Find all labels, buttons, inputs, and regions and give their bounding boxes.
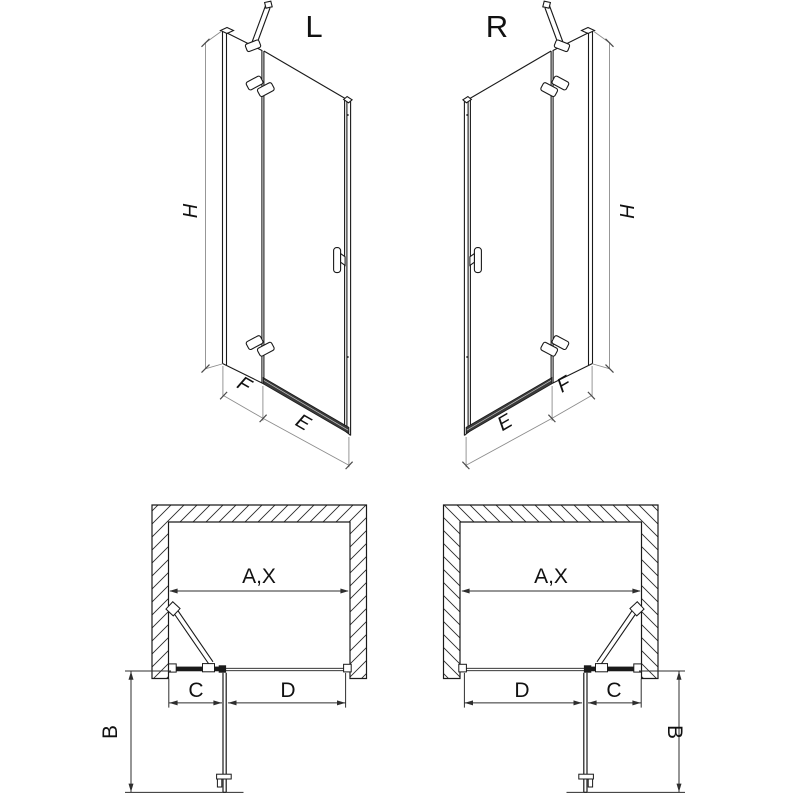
fixed-width-dim-label-left: F [233,372,255,398]
door-dim-label-right-plan: D [514,679,530,702]
fixed-dim-label-left-plan: C [188,679,204,702]
fixed-dim-label-right-plan: C [606,679,622,702]
depth-dim-label-left-plan: B [99,724,122,740]
height-dim-label-left: H [180,203,202,219]
height-dim-label-right: H [615,203,637,219]
fixed-width-dim-label-right: F [553,372,575,398]
hinge-bottom [245,335,274,357]
variant-label-right: R [485,9,509,44]
door-panel-3d [264,51,352,436]
fixed-panel-plan [176,667,223,672]
door-3d-linework [202,1,353,469]
support-bar [245,1,272,52]
dimension-ticks-3d [202,39,353,469]
door-handle-plan [217,774,232,787]
depth-dim-label-right-plan: B [663,724,686,740]
opening-dim-label-left-plan: A,X [242,565,276,588]
support-brace-plan [166,602,215,672]
hinge-top [245,75,274,97]
opening-dim-label-right-plan: A,X [534,565,568,588]
door-width-dim-label-left: E [291,409,315,436]
right-plan-view [444,505,686,792]
door-pivot [219,665,226,672]
door-handle-3d [334,248,346,273]
plan-linework [125,505,367,792]
variant-label-left: L [305,9,323,44]
door-width-dim-label-right: E [493,409,517,436]
wall-section [152,505,367,679]
right-door-3d-view [462,1,613,469]
door-dim-label-left-plan: D [280,679,296,702]
